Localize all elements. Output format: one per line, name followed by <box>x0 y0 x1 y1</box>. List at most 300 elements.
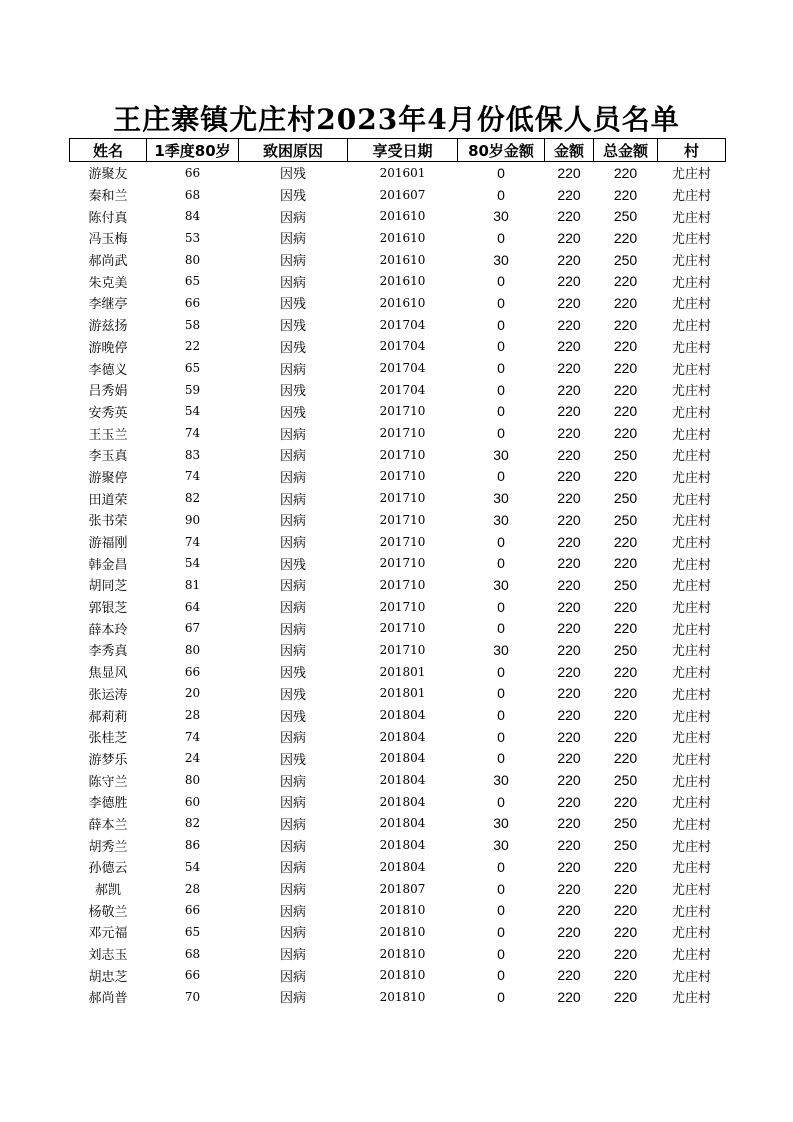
cell-amount: 220 <box>557 902 581 919</box>
cell-age: 84 <box>184 209 201 224</box>
cell-age: 58 <box>184 317 201 332</box>
cell-date: 201610 <box>379 274 426 289</box>
cell-reason: 因病 <box>279 926 306 942</box>
table-row <box>70 748 726 770</box>
cell-amount: 220 <box>557 858 581 875</box>
cell-amount: 220 <box>557 815 581 832</box>
table-row <box>70 531 726 553</box>
cell-village: 尤庄村 <box>671 796 711 812</box>
cell-name: 焦显风 <box>88 666 128 682</box>
cell-reason: 因残 <box>279 709 306 725</box>
table-row <box>70 726 726 748</box>
cell-village: 尤庄村 <box>671 752 711 768</box>
cell-age: 66 <box>184 968 201 983</box>
cell-amount: 220 <box>557 381 581 398</box>
cell-date: 201710 <box>379 447 426 462</box>
cell-amount: 220 <box>557 533 581 550</box>
table-row <box>70 270 726 292</box>
cell-age: 28 <box>184 708 201 723</box>
cell-80-amount: 30 <box>493 511 509 528</box>
cell-total: 220 <box>613 685 638 702</box>
cell-name: 李玉真 <box>88 449 128 465</box>
cell-age: 64 <box>184 599 201 614</box>
cell-age: 54 <box>184 404 201 419</box>
cell-age: 66 <box>184 165 201 180</box>
cell-age: 54 <box>184 556 201 571</box>
cell-name: 秦和兰 <box>88 189 128 205</box>
cell-total: 220 <box>613 338 638 355</box>
table-row <box>70 769 726 791</box>
cell-total: 220 <box>613 468 638 485</box>
cell-village: 尤庄村 <box>671 254 711 270</box>
cell-80-amount: 0 <box>497 468 505 485</box>
cell-name: 游梦乐 <box>88 752 128 768</box>
header-row <box>70 139 726 162</box>
cell-total: 250 <box>613 446 638 463</box>
cell-village: 尤庄村 <box>671 969 711 985</box>
cell-amount: 220 <box>557 728 581 745</box>
cell-amount: 220 <box>557 316 581 333</box>
cell-village: 尤庄村 <box>671 492 711 508</box>
cell-age: 68 <box>184 187 201 202</box>
cell-village: 尤庄村 <box>671 948 711 964</box>
cell-name: 张运涛 <box>88 687 128 703</box>
cell-name: 李德义 <box>88 362 128 378</box>
cell-name: 薛本玲 <box>88 622 128 638</box>
cell-name: 韩金昌 <box>88 557 128 573</box>
cell-amount: 220 <box>557 360 581 377</box>
cell-name: 王玉兰 <box>88 427 128 443</box>
cell-date: 201710 <box>379 556 426 571</box>
cell-80-amount: 0 <box>497 988 505 1005</box>
cell-amount: 220 <box>557 663 581 680</box>
cell-village: 尤庄村 <box>671 904 711 920</box>
table-row <box>70 379 726 401</box>
cell-reason: 因病 <box>279 796 306 812</box>
cell-reason: 因病 <box>279 861 306 877</box>
cell-age: 67 <box>184 621 201 636</box>
cell-name: 朱克美 <box>88 275 128 291</box>
cell-age: 60 <box>184 794 201 809</box>
cell-80-amount: 0 <box>497 338 505 355</box>
cell-total: 220 <box>613 663 638 680</box>
cell-reason: 因病 <box>279 774 306 790</box>
cell-reason: 因病 <box>279 254 306 270</box>
cell-date: 201804 <box>379 838 426 853</box>
cell-village: 尤庄村 <box>671 189 711 205</box>
cell-village: 尤庄村 <box>671 817 711 833</box>
cell-80-amount: 30 <box>493 772 509 789</box>
cell-village: 尤庄村 <box>671 470 711 486</box>
table-row <box>70 617 726 639</box>
cell-reason: 因残 <box>279 687 306 703</box>
cell-amount: 220 <box>557 923 581 940</box>
header-date: 享受日期 <box>348 139 458 162</box>
cell-age: 80 <box>184 773 201 788</box>
cell-date: 201610 <box>379 252 426 267</box>
cell-age: 82 <box>184 816 201 831</box>
cell-date: 201610 <box>379 295 426 310</box>
cell-age: 53 <box>184 230 201 245</box>
cell-reason: 因病 <box>279 427 306 443</box>
cell-80-amount: 0 <box>497 381 505 398</box>
cell-amount: 220 <box>557 229 581 246</box>
cell-reason: 因残 <box>279 557 306 573</box>
header-total: 总金额 <box>594 139 658 162</box>
cell-name: 李继亭 <box>88 297 128 313</box>
cell-date: 201704 <box>379 317 426 332</box>
cell-date: 201810 <box>379 989 426 1004</box>
cell-amount: 220 <box>557 273 581 290</box>
cell-80-amount: 0 <box>497 663 505 680</box>
cell-total: 250 <box>613 490 638 507</box>
cell-reason: 因残 <box>279 384 306 400</box>
cell-date: 201807 <box>379 881 426 896</box>
cell-reason: 因病 <box>279 210 306 226</box>
cell-village: 尤庄村 <box>671 861 711 877</box>
cell-name: 郝莉莉 <box>88 709 128 725</box>
cell-amount: 220 <box>557 772 581 789</box>
cell-total: 220 <box>613 902 638 919</box>
cell-total: 250 <box>613 576 638 593</box>
cell-total: 220 <box>613 620 638 637</box>
cell-village: 尤庄村 <box>671 622 711 638</box>
cell-80-amount: 0 <box>497 880 505 897</box>
table-row <box>70 336 726 358</box>
cell-reason: 因病 <box>279 492 306 508</box>
cell-reason: 因病 <box>279 601 306 617</box>
cell-total: 250 <box>613 641 638 658</box>
cell-amount: 220 <box>557 967 581 984</box>
cell-reason: 因病 <box>279 536 306 552</box>
header-village: 村 <box>658 139 726 162</box>
cell-village: 尤庄村 <box>671 557 711 573</box>
cell-80-amount: 0 <box>497 186 505 203</box>
cell-date: 201810 <box>379 946 426 961</box>
roster-table <box>69 138 726 1008</box>
cell-date: 201804 <box>379 729 426 744</box>
cell-total: 220 <box>613 598 638 615</box>
cell-80-amount: 30 <box>493 837 509 854</box>
cell-amount: 220 <box>557 793 581 810</box>
table-row <box>70 986 726 1008</box>
cell-name: 游福刚 <box>88 536 128 552</box>
header-amount: 金额 <box>545 139 594 162</box>
cell-80-amount: 30 <box>493 641 509 658</box>
cell-village: 尤庄村 <box>671 210 711 226</box>
cell-age: 59 <box>184 382 201 397</box>
cell-date: 201710 <box>379 469 426 484</box>
cell-total: 220 <box>613 750 638 767</box>
cell-age: 54 <box>184 859 201 874</box>
cell-age: 74 <box>184 729 201 744</box>
cell-date: 201810 <box>379 968 426 983</box>
cell-80-amount: 0 <box>497 598 505 615</box>
cell-date: 201710 <box>379 599 426 614</box>
cell-reason: 因病 <box>279 991 306 1007</box>
cell-reason: 因病 <box>279 731 306 747</box>
cell-amount: 220 <box>557 837 581 854</box>
cell-reason: 因残 <box>279 319 306 335</box>
cell-age: 80 <box>184 642 201 657</box>
cell-reason: 因病 <box>279 579 306 595</box>
cell-village: 尤庄村 <box>671 167 711 183</box>
cell-reason: 因病 <box>279 514 306 530</box>
cell-name: 安秀英 <box>88 405 128 421</box>
cell-reason: 因病 <box>279 470 306 486</box>
cell-reason: 因病 <box>279 817 306 833</box>
table-row <box>70 401 726 423</box>
cell-amount: 220 <box>557 880 581 897</box>
cell-total: 220 <box>613 273 638 290</box>
table-row <box>70 683 726 705</box>
cell-80-amount: 0 <box>497 707 505 724</box>
cell-80-amount: 0 <box>497 403 505 420</box>
cell-total: 220 <box>613 555 638 572</box>
table-row <box>70 227 726 249</box>
cell-village: 尤庄村 <box>671 340 711 356</box>
cell-amount: 220 <box>557 251 581 268</box>
cell-village: 尤庄村 <box>671 362 711 378</box>
cell-total: 220 <box>613 880 638 897</box>
table-row <box>70 943 726 965</box>
cell-date: 201810 <box>379 903 426 918</box>
table-row <box>70 205 726 227</box>
cell-amount: 220 <box>557 294 581 311</box>
cell-name: 陈守兰 <box>88 774 128 790</box>
table-row <box>70 878 726 900</box>
cell-date: 201804 <box>379 859 426 874</box>
cell-80-amount: 0 <box>497 533 505 550</box>
cell-age: 83 <box>184 447 201 462</box>
table-row <box>70 552 726 574</box>
cell-name: 刘志玉 <box>88 948 128 964</box>
cell-village: 尤庄村 <box>671 579 711 595</box>
cell-village: 尤庄村 <box>671 687 711 703</box>
cell-name: 胡忠芝 <box>88 969 128 985</box>
cell-date: 201610 <box>379 230 426 245</box>
cell-village: 尤庄村 <box>671 449 711 465</box>
cell-reason: 因残 <box>279 297 306 313</box>
cell-age: 22 <box>184 339 201 354</box>
header-q1-80: 1季度80岁 <box>147 139 239 162</box>
cell-reason: 因病 <box>279 883 306 899</box>
cell-name: 游晚停 <box>88 340 128 356</box>
cell-80-amount: 30 <box>493 576 509 593</box>
cell-age: 65 <box>184 924 201 939</box>
table-row <box>70 422 726 444</box>
cell-reason: 因残 <box>279 167 306 183</box>
cell-80-amount: 0 <box>497 793 505 810</box>
cell-amount: 220 <box>557 555 581 572</box>
cell-total: 220 <box>613 728 638 745</box>
cell-amount: 220 <box>557 988 581 1005</box>
cell-village: 尤庄村 <box>671 926 711 942</box>
cell-80-amount: 0 <box>497 728 505 745</box>
cell-date: 201810 <box>379 924 426 939</box>
cell-age: 66 <box>184 664 201 679</box>
cell-name: 李秀真 <box>88 644 128 660</box>
cell-reason: 因病 <box>279 839 306 855</box>
cell-age: 70 <box>184 989 201 1004</box>
cell-reason: 因病 <box>279 969 306 985</box>
cell-name: 游兹扬 <box>88 319 128 335</box>
table-row <box>70 639 726 661</box>
cell-reason: 因病 <box>279 904 306 920</box>
cell-80-amount: 30 <box>493 251 509 268</box>
table-row <box>70 661 726 683</box>
cell-age: 66 <box>184 903 201 918</box>
cell-80-amount: 0 <box>497 360 505 377</box>
cell-total: 250 <box>613 837 638 854</box>
cell-date: 201710 <box>379 621 426 636</box>
table-body <box>70 162 726 1008</box>
cell-name: 冯玉梅 <box>88 232 128 248</box>
cell-reason: 因病 <box>279 644 306 660</box>
table-row <box>70 487 726 509</box>
cell-80-amount: 30 <box>493 490 509 507</box>
cell-amount: 220 <box>557 490 581 507</box>
cell-total: 220 <box>613 316 638 333</box>
cell-total: 250 <box>613 511 638 528</box>
cell-name: 陈付真 <box>88 210 128 226</box>
table-row <box>70 357 726 379</box>
cell-age: 66 <box>184 295 201 310</box>
cell-amount: 220 <box>557 641 581 658</box>
table-row <box>70 813 726 835</box>
cell-date: 201710 <box>379 491 426 506</box>
cell-village: 尤庄村 <box>671 644 711 660</box>
cell-name: 郝凯 <box>94 883 121 899</box>
cell-amount: 220 <box>557 685 581 702</box>
cell-reason: 因病 <box>279 275 306 291</box>
cell-age: 28 <box>184 881 201 896</box>
table-row <box>70 444 726 466</box>
cell-reason: 因病 <box>279 622 306 638</box>
cell-reason: 因残 <box>279 666 306 682</box>
cell-80-amount: 0 <box>497 273 505 290</box>
cell-date: 201610 <box>379 209 426 224</box>
cell-village: 尤庄村 <box>671 297 711 313</box>
cell-date: 201804 <box>379 708 426 723</box>
cell-village: 尤庄村 <box>671 384 711 400</box>
cell-date: 201704 <box>379 361 426 376</box>
table-row <box>70 899 726 921</box>
cell-total: 220 <box>613 164 638 181</box>
cell-name: 李德胜 <box>88 796 128 812</box>
cell-date: 201710 <box>379 426 426 441</box>
header-reason: 致困原因 <box>239 139 348 162</box>
cell-name: 杨敬兰 <box>88 904 128 920</box>
cell-total: 220 <box>613 381 638 398</box>
cell-80-amount: 0 <box>497 316 505 333</box>
cell-date: 201804 <box>379 773 426 788</box>
cell-total: 220 <box>613 229 638 246</box>
cell-total: 220 <box>613 186 638 203</box>
cell-name: 胡同芝 <box>88 579 128 595</box>
cell-amount: 220 <box>557 425 581 442</box>
cell-reason: 因病 <box>279 232 306 248</box>
cell-amount: 220 <box>557 446 581 463</box>
cell-reason: 因病 <box>279 449 306 465</box>
cell-amount: 220 <box>557 598 581 615</box>
cell-80-amount: 30 <box>493 208 509 225</box>
cell-name: 张书荣 <box>88 514 128 530</box>
cell-village: 尤庄村 <box>671 514 711 530</box>
table-row <box>70 856 726 878</box>
cell-total: 220 <box>613 294 638 311</box>
cell-80-amount: 0 <box>497 555 505 572</box>
cell-age: 80 <box>184 252 201 267</box>
cell-total: 220 <box>613 793 638 810</box>
cell-80-amount: 0 <box>497 923 505 940</box>
cell-total: 220 <box>613 425 638 442</box>
cell-80-amount: 0 <box>497 685 505 702</box>
table-row <box>70 574 726 596</box>
cell-80-amount: 0 <box>497 294 505 311</box>
cell-80-amount: 0 <box>497 967 505 984</box>
cell-village: 尤庄村 <box>671 991 711 1007</box>
cell-village: 尤庄村 <box>671 536 711 552</box>
cell-amount: 220 <box>557 208 581 225</box>
cell-age: 20 <box>184 686 201 701</box>
header-name: 姓名 <box>70 139 147 162</box>
cell-80-amount: 0 <box>497 750 505 767</box>
cell-total: 220 <box>613 360 638 377</box>
cell-village: 尤庄村 <box>671 275 711 291</box>
table-row <box>70 509 726 531</box>
cell-village: 尤庄村 <box>671 883 711 899</box>
cell-name: 吕秀娟 <box>88 384 128 400</box>
cell-age: 68 <box>184 946 201 961</box>
cell-village: 尤庄村 <box>671 232 711 248</box>
cell-80-amount: 0 <box>497 164 505 181</box>
cell-total: 220 <box>613 988 638 1005</box>
cell-village: 尤庄村 <box>671 731 711 747</box>
cell-name: 游聚友 <box>88 167 128 183</box>
cell-total: 250 <box>613 772 638 789</box>
table-row <box>70 921 726 943</box>
cell-village: 尤庄村 <box>671 319 711 335</box>
cell-name: 郭银芝 <box>88 601 128 617</box>
cell-name: 邓元福 <box>88 926 128 942</box>
cell-age: 81 <box>184 577 201 592</box>
table-row <box>70 249 726 271</box>
cell-name: 田道荣 <box>88 492 128 508</box>
cell-date: 201601 <box>379 165 426 180</box>
cell-total: 250 <box>613 815 638 832</box>
cell-age: 65 <box>184 361 201 376</box>
cell-village: 尤庄村 <box>671 666 711 682</box>
table-row <box>70 162 726 184</box>
cell-name: 郝尚武 <box>88 254 128 270</box>
header-80-amount: 80岁金额 <box>458 139 545 162</box>
cell-date: 201801 <box>379 664 426 679</box>
table-row <box>70 292 726 314</box>
cell-amount: 220 <box>557 338 581 355</box>
table-row <box>70 964 726 986</box>
cell-name: 张桂芝 <box>88 731 128 747</box>
cell-name: 薛本兰 <box>88 817 128 833</box>
cell-date: 201704 <box>379 339 426 354</box>
table-row <box>70 791 726 813</box>
cell-village: 尤庄村 <box>671 709 711 725</box>
cell-total: 220 <box>613 967 638 984</box>
cell-age: 74 <box>184 469 201 484</box>
cell-date: 201710 <box>379 577 426 592</box>
cell-age: 74 <box>184 426 201 441</box>
cell-date: 201704 <box>379 382 426 397</box>
